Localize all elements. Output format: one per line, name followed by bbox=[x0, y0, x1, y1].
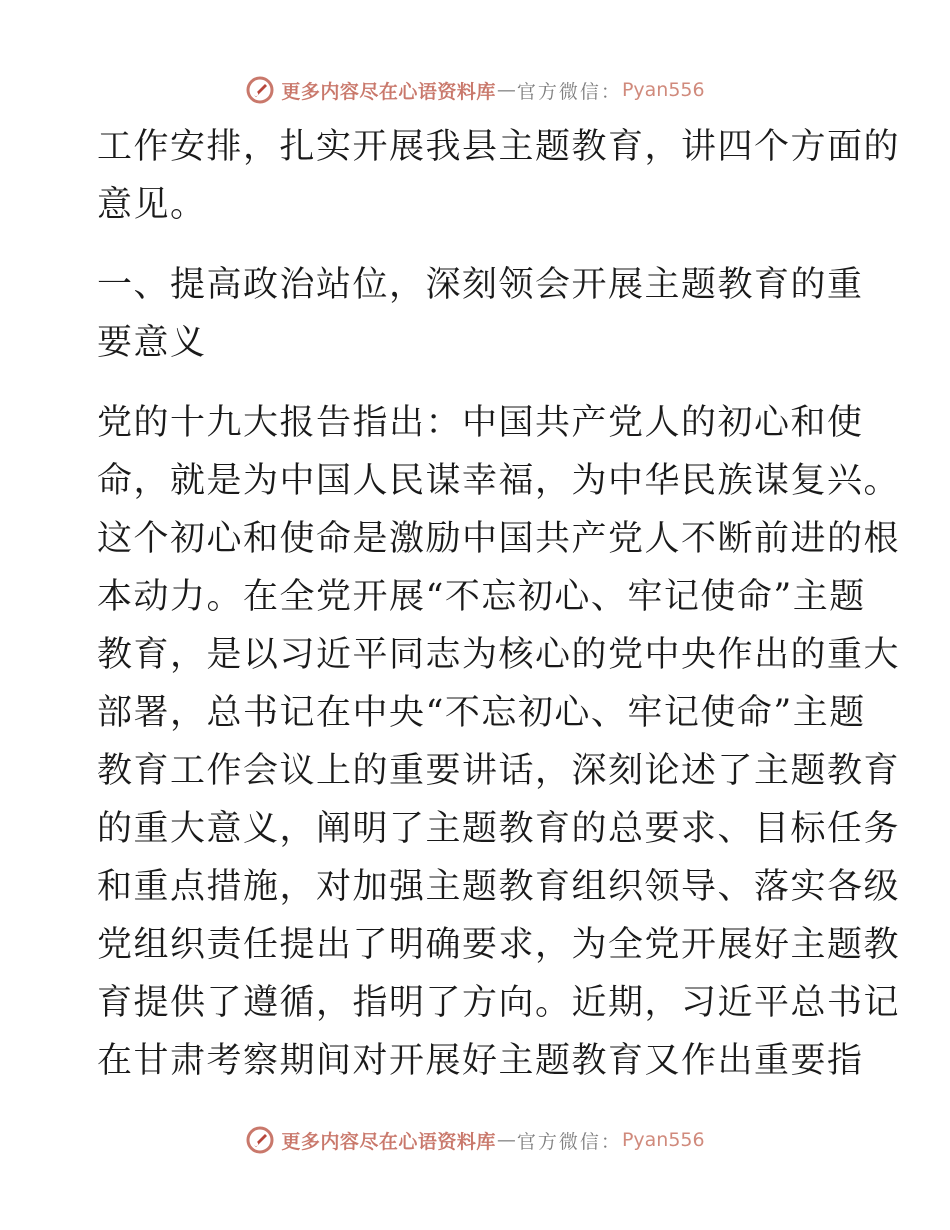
wechat-label: 官方微信： bbox=[516, 80, 622, 103]
text-line: 党组织责任提出了明确要求，为全党开展好主题教 bbox=[97, 925, 901, 965]
text-line: 本动力。在全党开展“不忘初心、牢记使命”主题 bbox=[97, 577, 866, 617]
footer-banner bbox=[0, 1120, 950, 1160]
brand-name: 更多内容尽在心语资料库 bbox=[281, 1130, 496, 1153]
text-line: 和重点措施，对加强主题教育组织领导、落实各级 bbox=[97, 867, 901, 907]
banner-dash: — bbox=[496, 79, 516, 101]
text-line: 意见。 bbox=[97, 185, 207, 225]
wechat-id: Pyan556 bbox=[621, 1129, 705, 1151]
brand-logo-icon bbox=[245, 75, 275, 105]
header-banner bbox=[0, 70, 950, 110]
text-line: 育提供了遵循，指明了方向。近期，习近平总书记 bbox=[97, 983, 901, 1023]
text-line: 教育，是以习近平同志为核心的党中央作出的重大 bbox=[97, 635, 901, 675]
text-line: 部署，总书记在中央“不忘初心、牢记使命”主题 bbox=[97, 693, 866, 733]
text-line: 党的十九大报告指出：中国共产党人的初心和使 bbox=[97, 403, 864, 443]
text-line: 要意义 bbox=[97, 323, 207, 363]
wechat-label: 官方微信： bbox=[516, 1130, 622, 1153]
wechat-id: Pyan556 bbox=[621, 79, 705, 101]
document-body bbox=[97, 118, 901, 1090]
text-line: 工作安排，扎实开展我县主题教育，讲四个方面的 bbox=[97, 127, 901, 167]
section-heading bbox=[97, 256, 864, 372]
brand-logo-icon bbox=[245, 1125, 275, 1155]
text-line: 命，就是为中国人民谋幸福，为中华民族谋复兴。 bbox=[97, 461, 901, 501]
brand-name: 更多内容尽在心语资料库 bbox=[281, 80, 496, 103]
text-line: 一、提高政治站位，深刻领会开展主题教育的重 bbox=[97, 265, 864, 305]
text-line: 教育工作会议上的重要讲话，深刻论述了主题教育 bbox=[97, 751, 901, 791]
text-line: 这个初心和使命是激励中国共产党人不断前进的根 bbox=[97, 519, 901, 559]
paragraph-body bbox=[97, 394, 901, 1090]
paragraph-intro bbox=[97, 118, 901, 234]
banner-dash: — bbox=[496, 1129, 516, 1151]
text-line: 在甘肃考察期间对开展好主题教育又作出重要指 bbox=[97, 1041, 864, 1081]
text-line: 的重大意义，阐明了主题教育的总要求、目标任务 bbox=[97, 809, 901, 849]
